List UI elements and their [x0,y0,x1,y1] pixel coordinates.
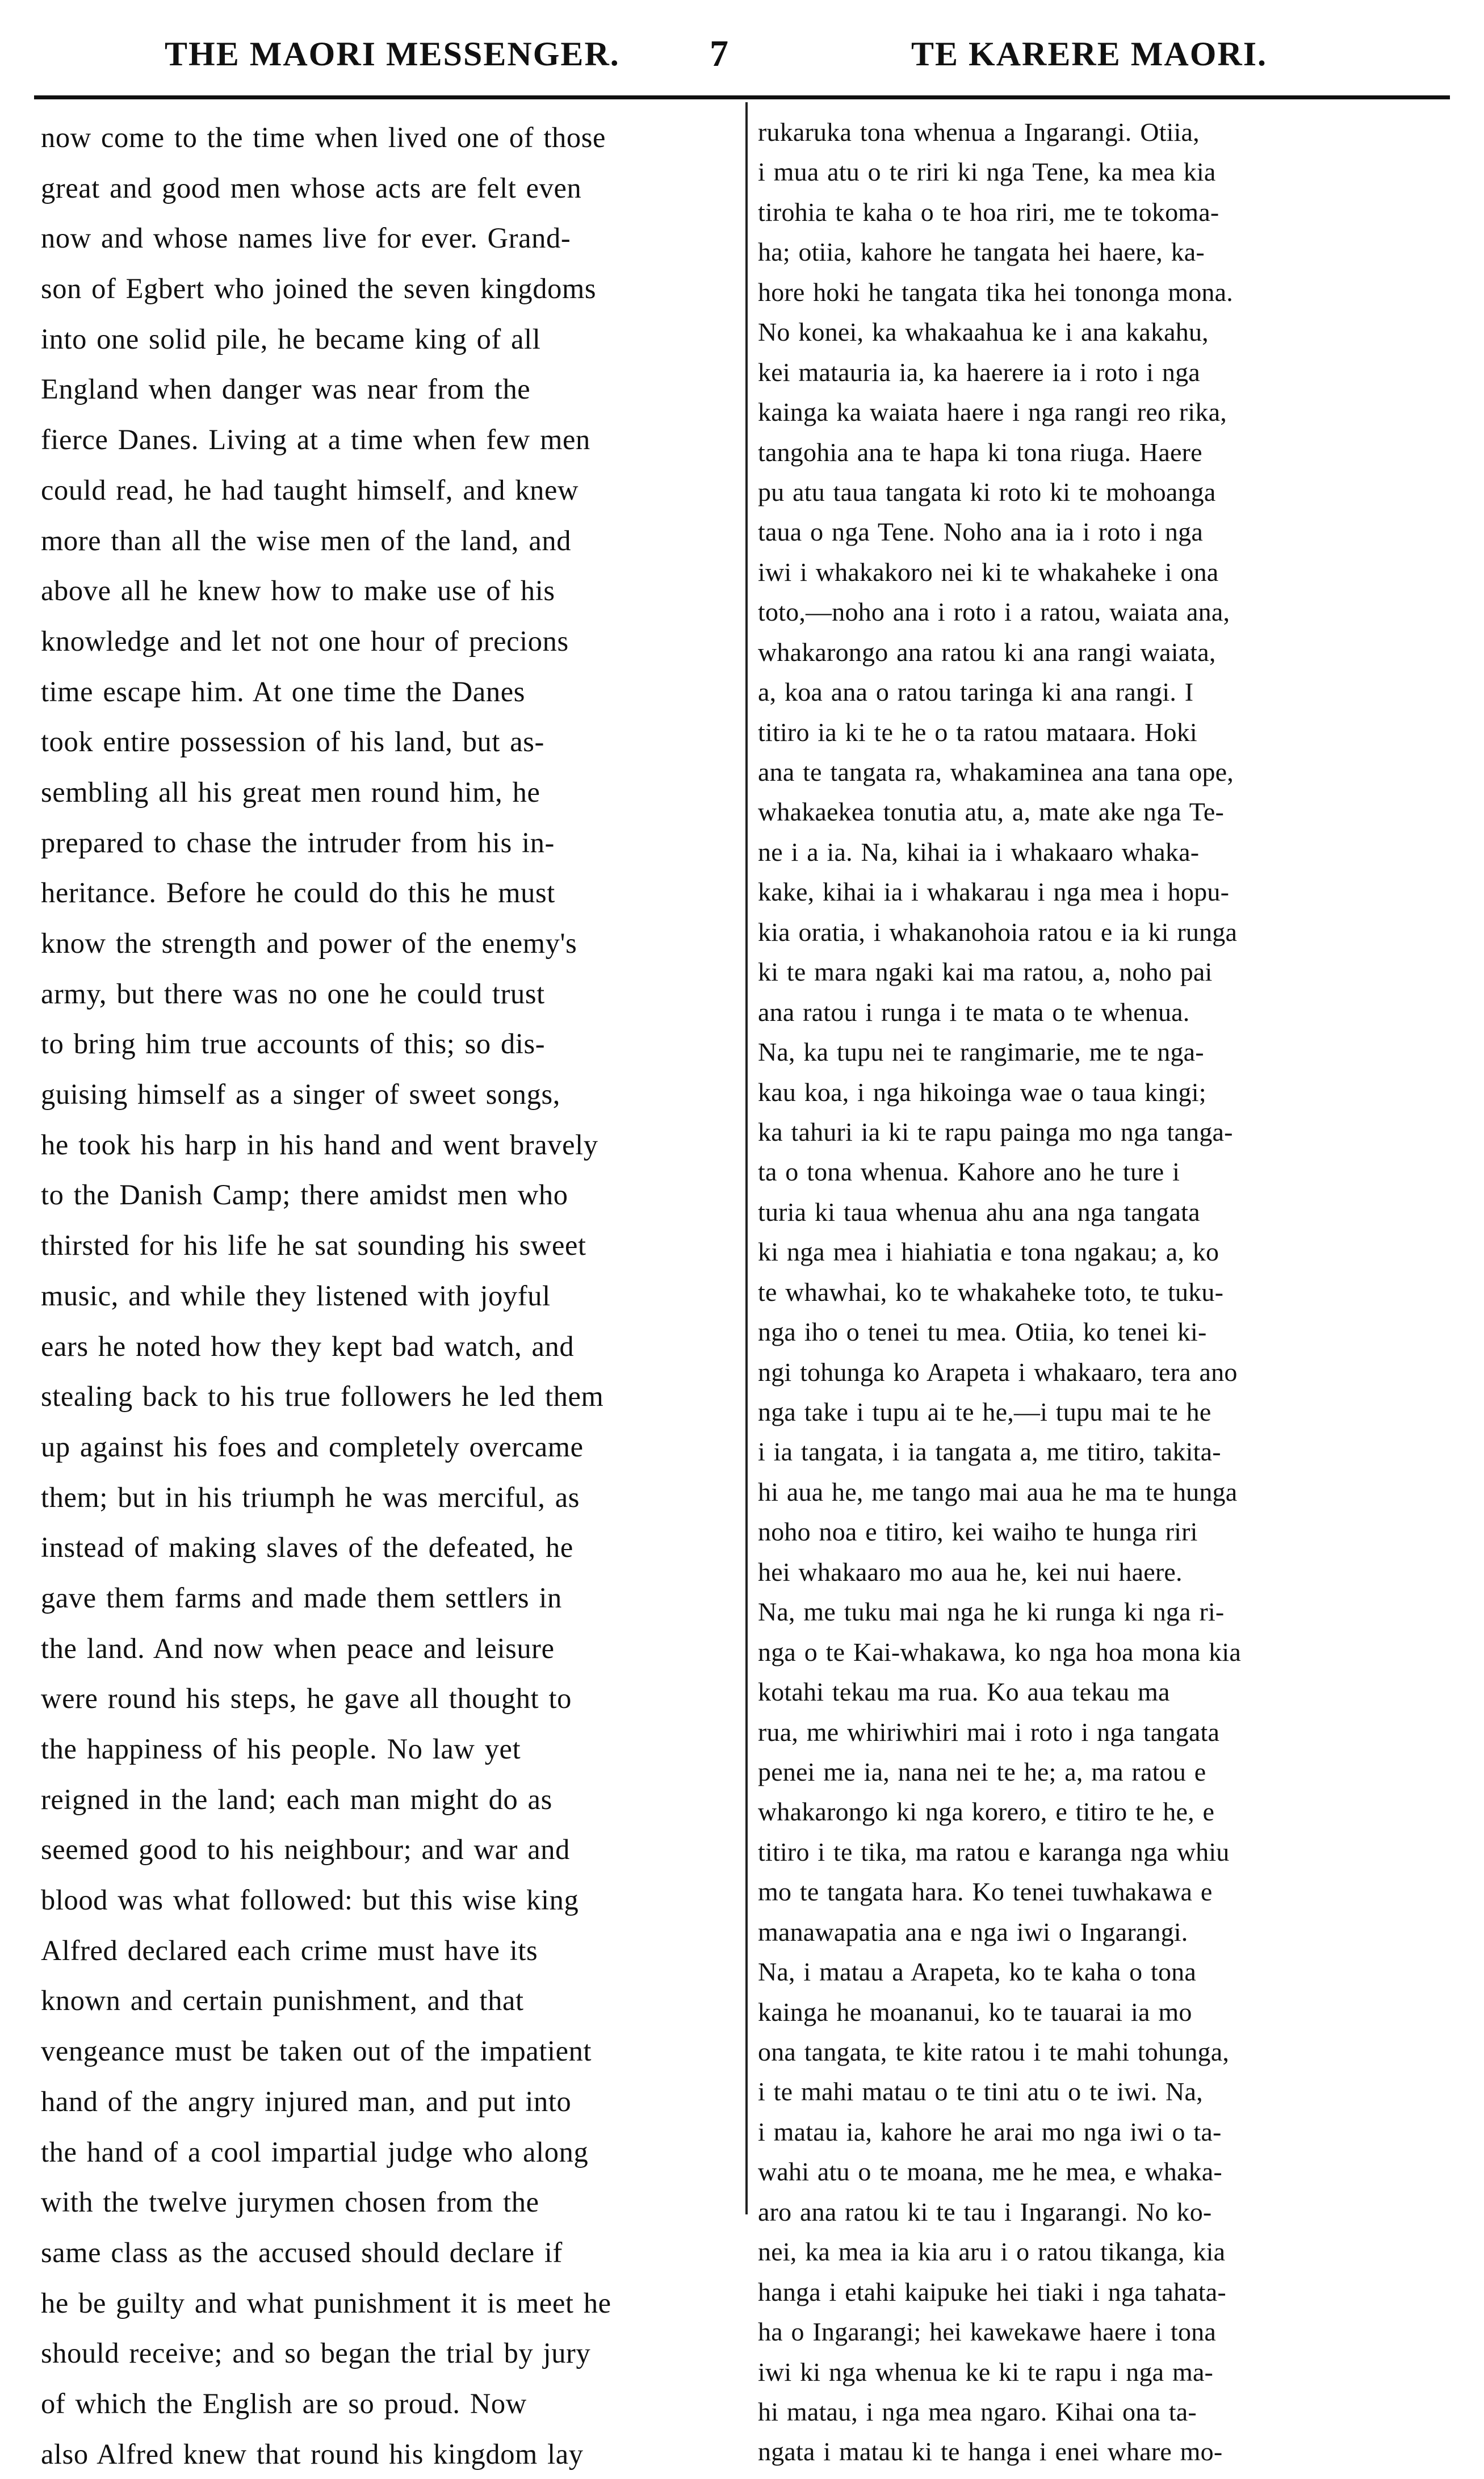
maori-text-line: whakarongo ana ratou ki ana rangi waiata, [758,637,1216,667]
english-text-line: known and certain punishment, and that [41,1984,524,2017]
english-text-line: he took his harp in his hand and went bravely [41,1128,598,1161]
maori-text-line: a, koa ana o ratou taringa ki ana rangi. I [758,677,1194,707]
maori-text-line: ana ratou i runga i te mata o te whenua. [758,997,1190,1027]
english-column [41,112,729,2479]
maori-text-line: aro ana ratou ki te tau i Ingarangi. No ko- [758,2197,1212,2226]
maori-text-line: toto,—noho ana i roto i a ratou, waiata ana, [758,597,1230,627]
english-text-line: hand of the angry injured man, and put into [41,2085,572,2117]
english-text-line: guising himself as a singer of sweet songs, [41,1078,560,1111]
english-text-line: the hand of a cool impartial judge who along [41,2135,589,2168]
english-text-line: the land. And now when peace and leisure [41,1632,555,1664]
english-text-line: Alfred declared each crime must have its [41,1934,538,1966]
maori-text-line: mo te tangata hara. Ko tenei tuwhakawa e [758,1877,1213,1907]
maori-text-line: iwi i whakakoro nei ki te whakaheke i ona [758,557,1219,587]
maori-text-line: kia oratia, i whakanohoia ratou e ia ki runga [758,917,1238,947]
column-divider [745,102,748,2214]
english-text-line: more than all the wise men of the land, and [41,524,572,556]
maori-text-line: hi aua he, me tango mai aua he ma te hunga [758,1477,1238,1506]
maori-text-line: hore hoki he tangata tika hei tononga mona. [758,277,1233,307]
maori-text-line: i mua atu o te riri ki nga Tene, ka mea kia [758,157,1216,187]
maori-text-line: hei whakaaro mo aua he, kei nui haere. [758,1557,1183,1586]
header-rule [34,95,1450,99]
english-text-line: army, but there was no one he could trust [41,977,545,1010]
english-text-line: reigned in the land; each man might do as [41,1783,552,1815]
english-text-line: ears he noted how they kept bad watch, and [41,1330,575,1362]
english-text-line: thirsted for his life he sat sounding his sweet [41,1229,586,1262]
page-number: 7 [710,33,730,74]
english-text-line: up against his foes and completely overcame [41,1430,584,1463]
maori-text-line: i te mahi matau o te tini atu o te iwi. Na, [758,2077,1203,2107]
maori-text-line: noho noa e titiro, kei waiho te hunga riri [758,1517,1198,1547]
english-text-line: music, and while they listened with joyful [41,1279,551,1312]
english-text-line: blood was what followed: but this wise king [41,1884,579,1916]
english-text-line: into one solid pile, he became king of all [41,323,541,355]
page-header [34,23,1450,85]
english-text-line: to bring him true accounts of this; so dis- [41,1028,546,1060]
maori-text-line: Na, me tuku mai nga he ki runga ki nga ri- [758,1597,1225,1627]
maori-text-line: te whawhai, ko te whakaheke toto, te tuku- [758,1277,1224,1306]
maori-text-line: tirohia te kaha o te hoa riri, me te tokoma- [758,197,1219,227]
english-text-line: stealing back to his true followers he led them [41,1380,604,1413]
english-text-line: with the twelve jurymen chosen from the [41,2186,539,2218]
maori-text-line: kotahi tekau ma rua. Ko aua tekau ma [758,1677,1170,1707]
maori-text-line: ne i a ia. Na, kihai ia i whakaaro whaka- [758,837,1200,866]
maori-text-line: nei, ka mea ia kia aru i o ratou tikanga, kia [758,2237,1226,2267]
maori-text-line: whakarongo ki nga korero, e titiro te he, e [758,1797,1215,1827]
english-text-line: were round his steps, he gave all thought to [41,1682,572,1715]
maori-text-line: tangohia ana te hapa ki tona riuga. Haere [758,437,1202,467]
maori-text-line: hi matau, i nga mea ngaro. Kihai ona ta- [758,2397,1197,2426]
english-text-line: time escape him. At one time the Danes [41,675,525,707]
english-text-line: heritance. Before he could do this he must [41,877,555,909]
english-text-line: should receive; and so began the trial by jury [41,2337,591,2369]
maori-text-line: nga take i tupu ai te he,—i tupu mai te he [758,1397,1211,1426]
maori-text-line: penei me ia, nana nei te he; a, ma ratou e [758,1757,1206,1786]
maori-text-line: kainga he moananui, ko te tauarai ia mo [758,1997,1192,2026]
maori-text-line: hanga i etahi kaipuke hei tiaki i nga tahata- [758,2277,1226,2306]
english-text-line: of which the English are so proud. Now [41,2387,527,2419]
maori-text-line: i matau ia, kahore he arai mo nga iwi o ta- [758,2117,1222,2146]
english-text-line: could read, he had taught himself, and knew [41,474,579,506]
maori-text-line: titiro ia ki te he o ta ratou mataara. Hoki [758,717,1197,747]
english-text-line: the happiness of his people. No law yet [41,1733,521,1765]
english-text-line: sembling all his great men round him, he [41,776,540,808]
maori-text-line: nga iho o tenei tu mea. Otiia, ko tenei ki- [758,1317,1207,1347]
maori-text-line: ana te tangata ra, whakaminea ana tana ope, [758,757,1234,786]
maori-text-line: Na, ka tupu nei te rangimarie, me te nga- [758,1037,1204,1067]
maori-text-line: ha o Ingarangi; hei kawekawe haere i tona [758,2317,1216,2347]
english-text-line: to the Danish Camp; there amidst men who [41,1179,568,1211]
english-text-line: gave them farms and made them settlers in [41,1581,562,1614]
maori-text-line: kei matauria ia, ka haerere ia i roto i nga [758,357,1200,387]
maori-text-line: ona tangata, te kite ratou i te mahi tohunga, [758,2037,1230,2066]
english-text-line: above all he knew how to make use of his [41,575,555,607]
english-text-line: son of Egbert who joined the seven kingdoms [41,273,597,305]
maori-text-line: ka tahuri ia ki te rapu painga mo nga tanga- [758,1117,1233,1146]
english-text-line: took entire possession of his land, but as- [41,726,544,758]
maori-text-line: titiro i te tika, ma ratou e karanga nga whiu [758,1837,1230,1866]
maori-text-line: iwi ki nga whenua ke ki te rapu i nga ma- [758,2357,1214,2386]
maori-text-line: taua o nga Tene. Noho ana ia i roto i nga [758,517,1203,547]
english-text-line: know the strength and power of the enemy's [41,927,577,959]
english-text-line: same class as the accused should declare if [41,2236,563,2268]
maori-text-line: manawapatia ana e nga iwi o Ingarangi. [758,1917,1188,1946]
maori-column [758,112,1446,2472]
maori-text-line: i ia tangata, i ia tangata a, me titiro, takita- [758,1437,1221,1467]
header-maori-title: TE KARERE MAORI. [911,35,1268,73]
maori-text-line: ki nga mea i hiahiatia e tona ngakau; a, ko [758,1237,1219,1267]
maori-text-line: wahi atu o te moana, me he mea, e whaka- [758,2157,1222,2187]
maori-text-line: rukaruka tona whenua a Ingarangi. Otiia, [758,118,1200,146]
english-text-line: fierce Danes. Living at a time when few men [41,424,590,456]
english-text-line: also Alfred knew that round his kingdom lay [41,2438,584,2470]
english-text-line: them; but in his triumph he was merciful, as [41,1481,580,1513]
english-text-line: he be guilty and what punishment it is meet he [41,2287,611,2319]
maori-text-line: rua, me whiriwhiri mai i roto i nga tangata [758,1717,1220,1747]
maori-text-line: ha; otiia, kahore he tangata hei haere, ka- [758,237,1205,267]
maori-text-line: Na, i matau a Arapeta, ko te kaha o tona [758,1957,1196,1987]
maori-text-line: kake, kihai ia i whakarau i nga mea i hopu- [758,877,1230,907]
english-text-line: instead of making slaves of the defeated, he [41,1531,573,1564]
maori-text-line: kainga ka waiata haere i nga rangi reo rika, [758,397,1227,427]
maori-text-line: ta o tona whenua. Kahore ano he ture i [758,1157,1180,1187]
english-text-line: great and good men whose acts are felt even [41,171,582,204]
maori-text-line: kau koa, i nga hikoinga wae o taua kingi; [758,1077,1206,1107]
english-text-line: seemed good to his neighbour; and war and [41,1833,570,1866]
english-text-line: prepared to chase the intruder from his in- [41,826,555,859]
maori-text-line: ngata i matau ki te hanga i enei whare mo- [758,2437,1223,2467]
maori-text-line: ki te mara ngaki kai ma ratou, a, noho pai [758,957,1213,987]
english-text-line: vengeance must be taken out of the impatient [41,2035,592,2067]
maori-text-line: pu atu taua tangata ki roto ki te mohoanga [758,477,1216,506]
english-text-line: now come to the time when lived one of those [41,122,606,153]
maori-text-line: nga o te Kai-whakawa, ko nga hoa mona kia [758,1637,1241,1666]
english-text-line: England when danger was near from the [41,373,531,405]
maori-text-line: turia ki taua whenua ahu ana nga tangata [758,1197,1200,1226]
maori-text-line: ngi tohunga ko Arapeta i whakaaro, tera ano [758,1357,1238,1387]
maori-text-line: whakaekea tonutia atu, a, mate ake nga Te- [758,797,1225,827]
english-text-line: now and whose names live for ever. Grand- [41,222,571,254]
header-english-title: THE MAORI MESSENGER. [165,35,620,73]
english-text-line: knowledge and let not one hour of precions [41,625,569,657]
maori-text-line: No konei, ka whakaahua ke i ana kakahu, [758,317,1209,347]
